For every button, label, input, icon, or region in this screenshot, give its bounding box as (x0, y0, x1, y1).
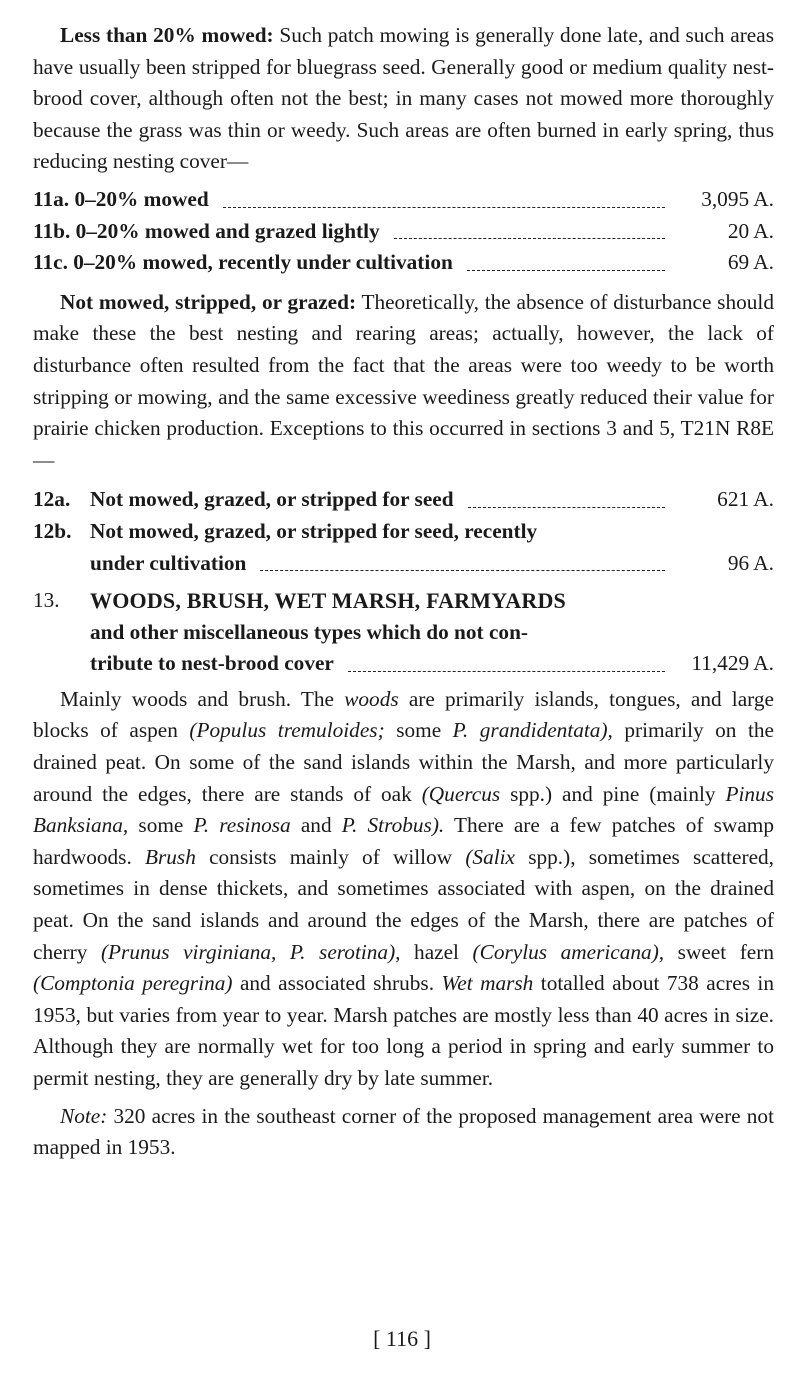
paragraph-not-mowed: Not mowed, stripped, or grazed: Theoretically, the absence of disturbance should make these the best nesting and rearing areas; actually, however, the lack of disturbance often resulted from the fact that the areas were too weedy to be worth stripping or mowing, and the same excessive weediness greatly reduced their value for prairie chicken production. Exceptions to this occurred in sections 3 and 5, T21N R8E— (33, 289, 774, 472)
entry-heading: WOODS, BRUSH, WET MARSH, FARMYARDS (90, 588, 566, 614)
entry-label: Not mowed, grazed, or stripped for seed (90, 487, 454, 512)
paragraph-woods-brush: Mainly woods and brush. The woods are primarily islands, tongues, and large blocks of aspen (Populus tremuloides; some P. grandidentata), primarily on the drained peat. On some of the sand islands within the Marsh, and more particularly around the edges, there are stands of oak (Quercus spp.) and pine (mainly Pinus Banksiana, some P. resinosa and P. Strobus). There are a few patches of swamp hardwoods. Brush consists mainly of willow (Salix spp.), sometimes scattered, sometimes in dense thickets, and sometimes associated with aspen, on the drained peat. On the sand islands and around the edges of the Marsh, there are patches of cherry (Prunus virginiana, P. serotina), hazel (Corylus americana), sweet fern (Comptonia peregrina) and associated shrubs. Wet marsh totalled about 738 acres in 1953, but varies from year to year. Marsh patches are mostly less than 40 acres in size. Although they are normally wet for too long a period in spring and early summer to permit nesting, they are generally dry by late summer. (33, 686, 775, 1090)
species-term: (Salix (465, 844, 516, 869)
entry-label-line-1: Not mowed, grazed, or stripped for seed, recently (90, 518, 538, 543)
entry-code: 11b. (33, 218, 71, 243)
entry-13: 13. WOODS, BRUSH, WET MARSH, FARMYARDS and other miscellaneous types which do not con- tribute to nest-brood cover 11,429 A. (33, 585, 774, 680)
entry-11c: 11c. 0–20% mowed, recently under cultivation 69 A. (33, 250, 774, 275)
entry-label: 0–20% mowed, recently under cultivation (73, 250, 453, 275)
species-term: (Populus tremuloides; (189, 718, 385, 743)
dotted-leader (467, 270, 665, 271)
dotted-leader (260, 570, 665, 571)
entry-amount: 96 (727, 550, 750, 575)
species-term: Wet marsh (441, 971, 534, 996)
species-term: (Corylus americana), (472, 939, 665, 964)
entry-code: 12a. (33, 487, 71, 512)
entry-label-line-2: and other miscellaneous types which do not con- (90, 619, 529, 644)
species-term: (Prunus virginiana, P. serotina), (100, 939, 401, 964)
paragraph-note: Note: 320 acres in the southeast corner of the proposed management area were not mapped in 1953. (33, 1103, 774, 1160)
species-term: Brush (144, 844, 196, 869)
entry-label: 0–20% mowed (74, 186, 209, 211)
dotted-leader (223, 207, 665, 208)
entry-amount: 621 (717, 487, 750, 512)
species-term: P. Strobus). (341, 813, 445, 838)
entry-code: 12b. (33, 518, 72, 543)
paragraph-less-than-20-mowed: Less than 20% mowed: Such patch mowing is generally done late, and such areas have usually been stripped for bluegrass seed. Generally good or medium quality nest-brood cover, although often not the best; in many cases not mowed more thoroughly because the grass was thin or weedy. Such areas are often burned in early spring, thus reducing nesting cover— (33, 23, 774, 174)
species-term: Pinus Banksiana, (33, 781, 774, 838)
page-number: [ 116 ] (373, 1326, 431, 1351)
species-term: (Quercus (421, 781, 501, 806)
species-term: P. grandidentata), (452, 718, 613, 743)
entry-12a: 12a. Not mowed, grazed, or stripped for seed 621 A. (33, 484, 774, 516)
entry-amount: 3,095 (701, 186, 750, 211)
paragraph-lead: Not mowed, stripped, or grazed: (60, 289, 357, 314)
species-term: woods (344, 686, 399, 711)
species-term: (Comptonia peregrina) (33, 971, 233, 996)
entry-11b: 11b. 0–20% mowed and grazed lightly 20 A. (33, 218, 774, 243)
entry-11a: 11a. 0–20% mowed 3,095 A. (33, 186, 774, 211)
entry-label: 0–20% mowed and grazed lightly (75, 218, 380, 243)
note-label: Note: (60, 1103, 108, 1128)
entry-code: 11a. (33, 186, 70, 211)
entry-code: 11c. (33, 250, 68, 275)
species-term: P. resinosa (193, 813, 291, 838)
entry-amount: 11,429 (691, 651, 750, 676)
dotted-leader (468, 507, 665, 508)
dotted-leader (394, 238, 665, 239)
entry-label-line-3: tribute to nest-brood cover (90, 651, 334, 676)
entry-12b: 12b. Not mowed, grazed, or stripped for seed, recently under cultivation 96 A. (33, 516, 774, 579)
entry-code: 13. (33, 588, 60, 613)
text-column (33, 20, 774, 1164)
paragraph-lead: Less than 20% mowed: (60, 23, 274, 47)
entry-label-line-2: under cultivation (90, 550, 247, 575)
dotted-leader (348, 671, 665, 672)
entry-amount: 20 (727, 218, 750, 243)
entry-amount: 69 (727, 250, 750, 275)
